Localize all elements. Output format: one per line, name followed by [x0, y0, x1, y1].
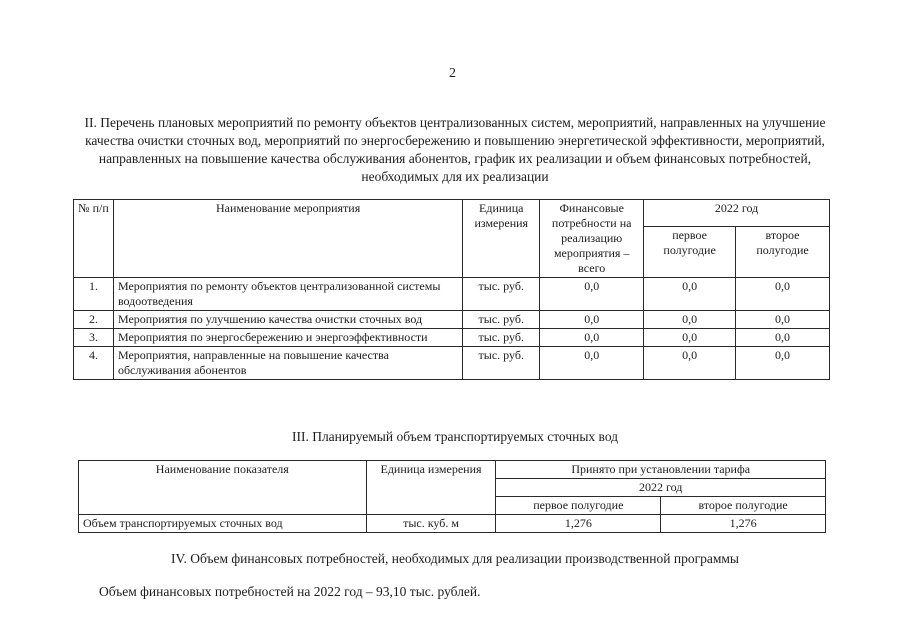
col-header-unit: Единица измерения	[366, 461, 496, 515]
row-num: 4.	[74, 347, 114, 380]
row-indicator: Объем транспортируемых сточных вод	[79, 515, 367, 533]
col-header-half1: первое полугодие	[496, 497, 661, 515]
col-header-unit: Единица измерения	[463, 200, 540, 278]
col-header-name: Наименование мероприятия	[113, 200, 462, 278]
row-half1: 0,0	[644, 347, 736, 380]
col-header-half2: второе полугодие	[661, 497, 826, 515]
col-header-finance: Финансовые потребности на реализацию мероприятия – всего	[540, 200, 644, 278]
financial-summary: Объем финансовых потребностей на 2022 год – 93,10 тыс. рублей.	[99, 584, 481, 599]
section-2-heading: II. Перечень плановых мероприятий по ремонту объектов централизованных систем, мероприятий, направленных на улучшение качества очистки сточных вод, мероприятий по энергосбережению и повышению энергетической эффективности, мероприятий, направленных на повышение качества обслуживания абонентов, график их реализации и объем финансовых потребностей, необходимых для их реализации	[84, 115, 826, 184]
volume-table	[78, 460, 826, 533]
row-unit: тыс. руб.	[463, 329, 540, 347]
row-half2: 0,0	[736, 278, 830, 311]
row-half1: 0,0	[644, 329, 736, 347]
row-half1: 1,276	[496, 515, 661, 533]
measures-header-row	[74, 200, 830, 227]
row-half2: 1,276	[661, 515, 826, 533]
page-number: 2	[449, 66, 456, 81]
table-row	[74, 329, 830, 347]
row-unit: тыс. руб.	[463, 347, 540, 380]
measures-table	[73, 199, 830, 380]
table-row	[79, 515, 826, 533]
table-row	[74, 347, 830, 380]
col-header-year: 2022 год	[644, 200, 830, 227]
col-header-indicator: Наименование показателя	[79, 461, 367, 515]
row-num: 3.	[74, 329, 114, 347]
row-name: Мероприятия по энергосбережению и энергоэффективности	[113, 329, 462, 347]
row-num: 2.	[74, 311, 114, 329]
col-header-num: № п/п	[74, 200, 114, 278]
row-total: 0,0	[540, 278, 644, 311]
volume-header-row	[79, 461, 826, 479]
row-unit: тыс. руб.	[463, 311, 540, 329]
row-num: 1.	[74, 278, 114, 311]
row-half2: 0,0	[736, 347, 830, 380]
row-name: Мероприятия по улучшению качества очистки сточных вод	[113, 311, 462, 329]
col-header-year: 2022 год	[496, 479, 826, 497]
row-half2: 0,0	[736, 311, 830, 329]
row-half2: 0,0	[736, 329, 830, 347]
row-total: 0,0	[540, 311, 644, 329]
col-header-half2: второе полугодие	[736, 227, 830, 278]
row-unit: тыс. руб.	[463, 278, 540, 311]
row-name: Мероприятия по ремонту объектов централизованной системы водоотведения	[113, 278, 462, 311]
section-3-heading: III. Планируемый объем транспортируемых сточных вод	[291, 429, 619, 444]
table-row	[74, 278, 830, 311]
row-unit: тыс. куб. м	[366, 515, 496, 533]
table-row	[74, 311, 830, 329]
section-4-heading: IV. Объем финансовых потребностей, необходимых для реализации производственной программы	[170, 551, 739, 566]
row-half1: 0,0	[644, 311, 736, 329]
row-total: 0,0	[540, 329, 644, 347]
col-header-accepted: Принято при установлении тарифа	[496, 461, 826, 479]
row-total: 0,0	[540, 347, 644, 380]
row-name: Мероприятия, направленные на повышение качества обслуживания абонентов	[113, 347, 462, 380]
row-half1: 0,0	[644, 278, 736, 311]
col-header-half1: первое полугодие	[644, 227, 736, 278]
